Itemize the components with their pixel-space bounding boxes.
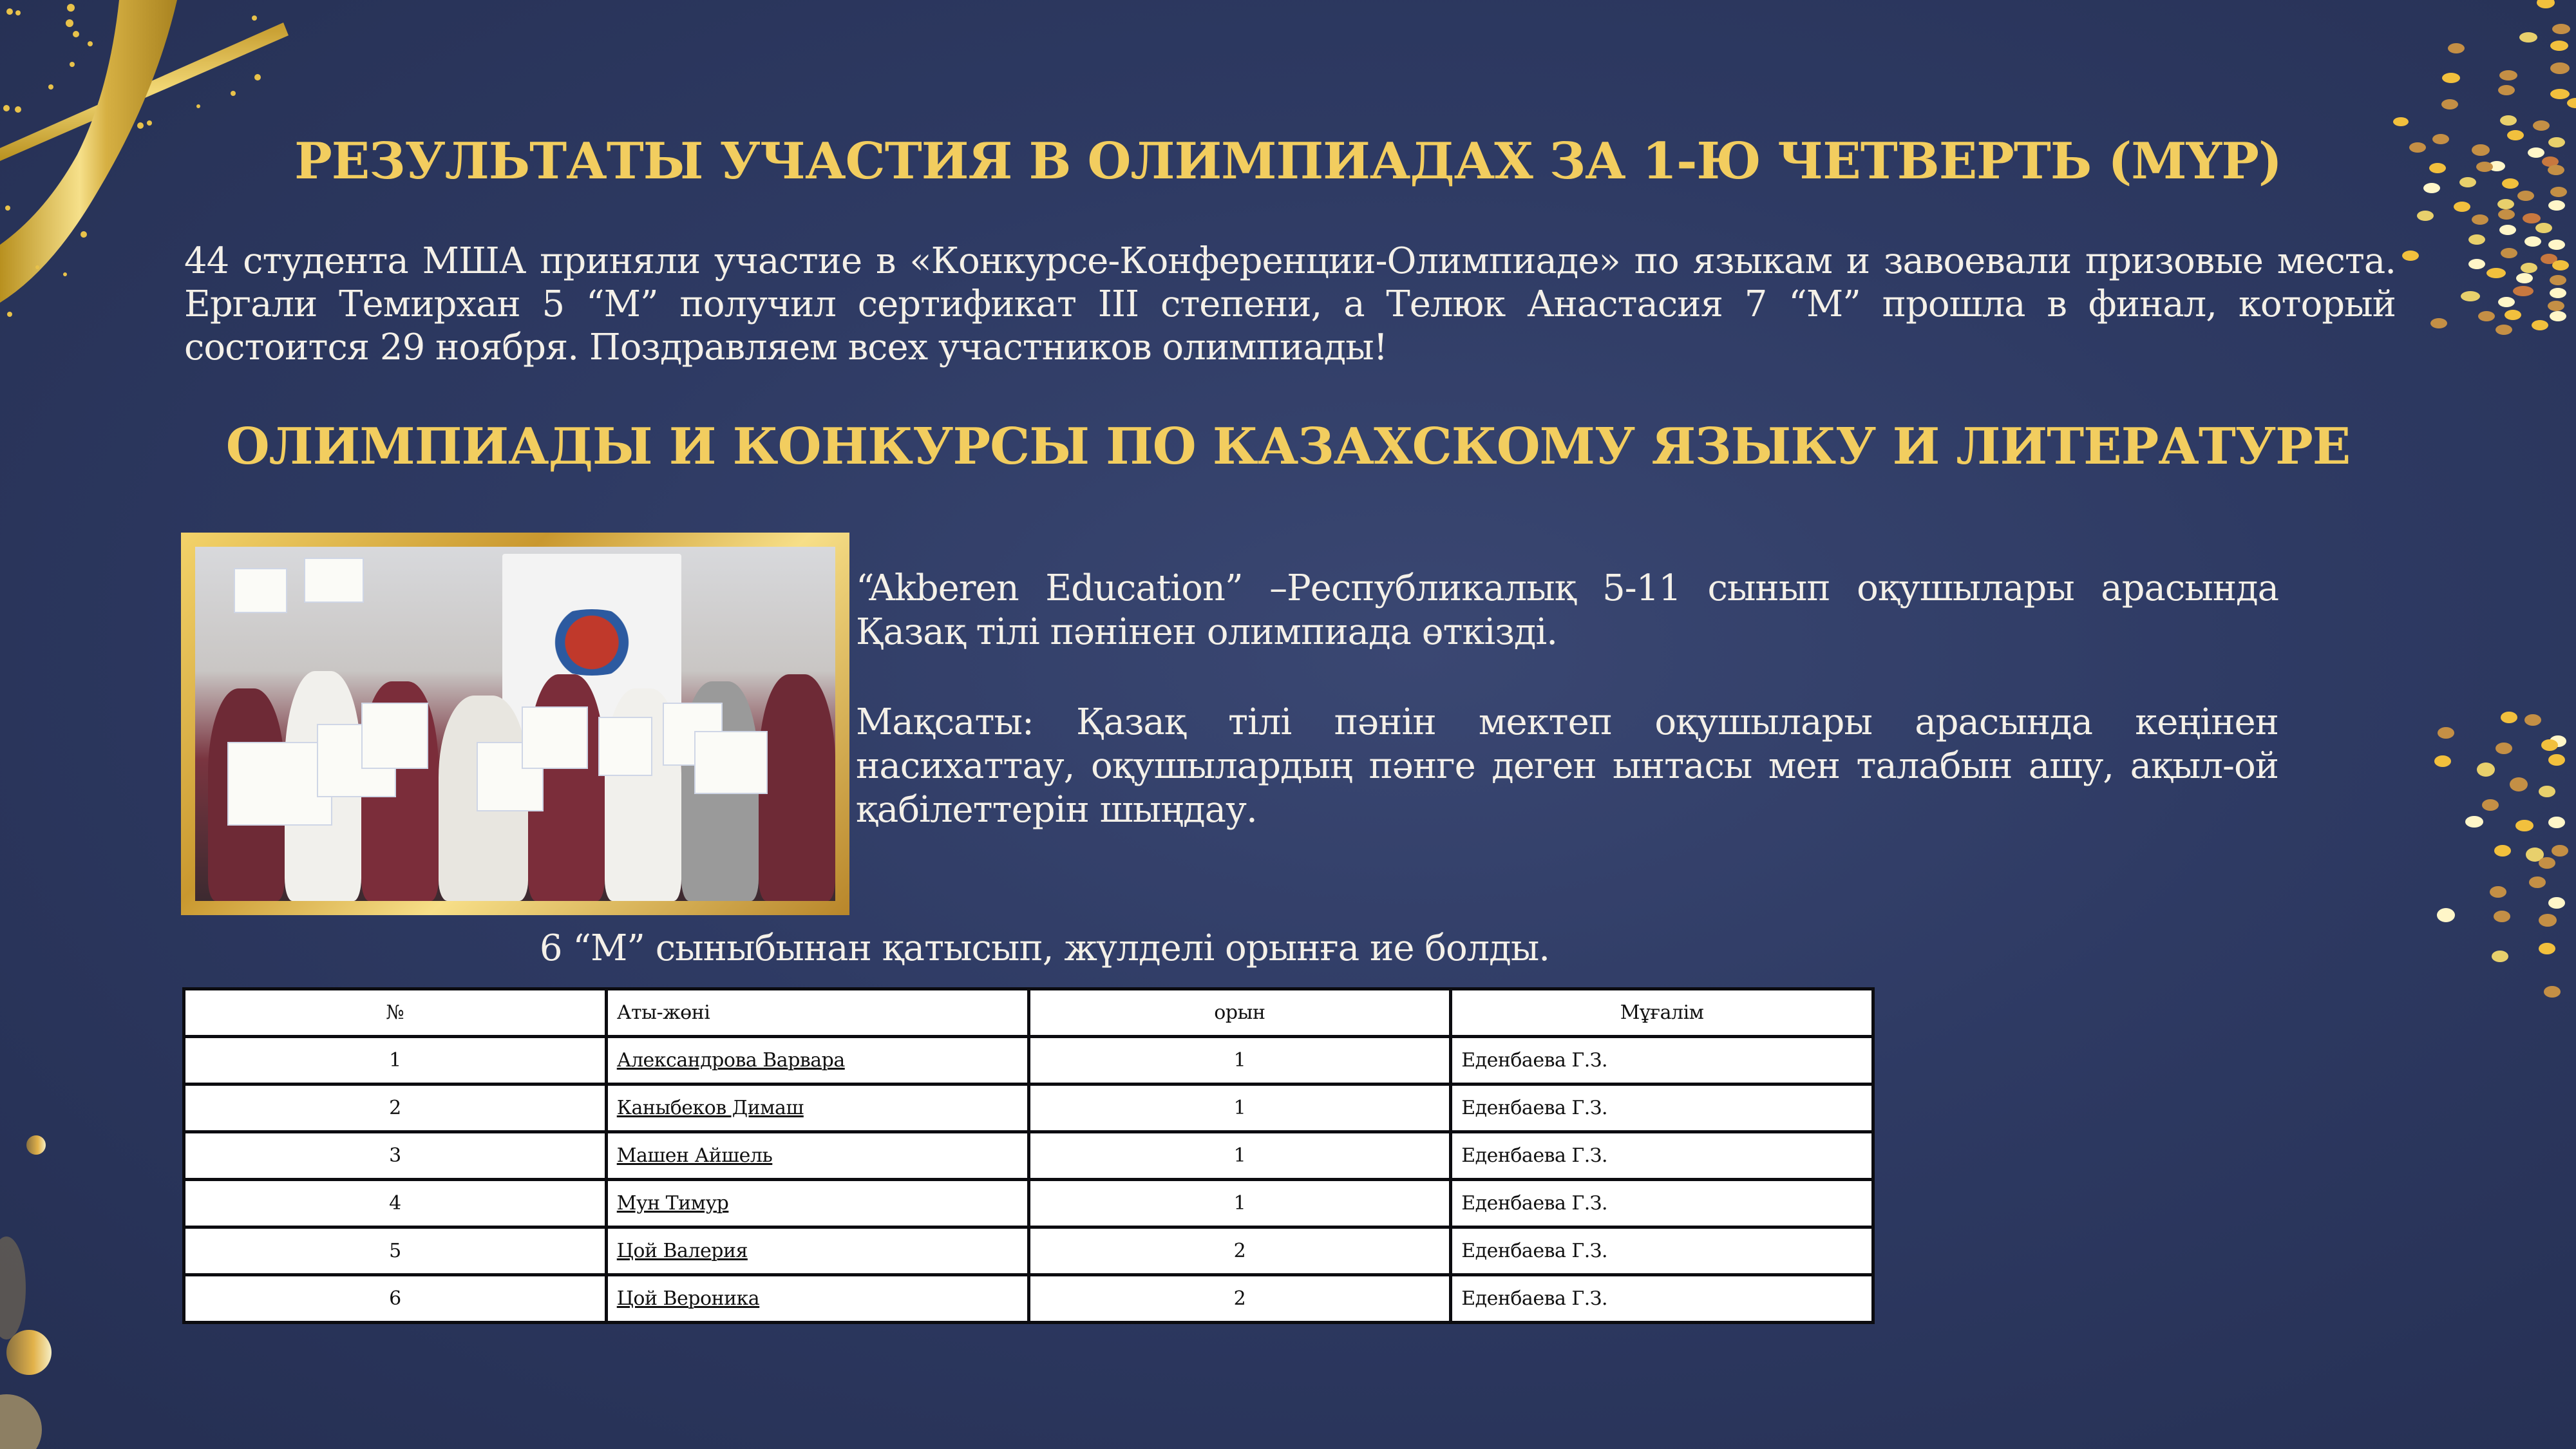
cell-number: 1: [184, 1037, 607, 1084]
table-row: [184, 1037, 1873, 1084]
table-row: [184, 1227, 1873, 1275]
header-teacher: Мұғалім: [1451, 989, 1873, 1037]
cell-teacher: Еденбаева Г.З.: [1451, 1084, 1873, 1132]
cell-number: 6: [184, 1275, 607, 1323]
cell-number: 2: [184, 1084, 607, 1132]
header-place: орын: [1028, 989, 1451, 1037]
photo-frame: [181, 533, 849, 915]
cell-name[interactable]: [606, 1227, 1028, 1275]
certificate-icon: [694, 731, 767, 794]
cell-name[interactable]: [606, 1037, 1028, 1084]
certificate-icon: [598, 717, 652, 776]
table-header-row: [184, 989, 1873, 1037]
student-name-link[interactable]: Каныбеков Димаш: [616, 1097, 804, 1119]
certificate-icon: [304, 558, 364, 603]
certificate-icon: [522, 706, 588, 770]
cell-place: 2: [1028, 1275, 1451, 1323]
cell-teacher: Еденбаева Г.З.: [1451, 1275, 1873, 1323]
student-figure: [759, 674, 835, 901]
student-name-link[interactable]: Машен Айшель: [616, 1144, 773, 1167]
header-number: №: [184, 989, 607, 1037]
cell-number: 4: [184, 1180, 607, 1227]
cell-place: 1: [1028, 1180, 1451, 1227]
cell-teacher: Еденбаева Г.З.: [1451, 1180, 1873, 1227]
student-name-link[interactable]: Александрова Варвара: [616, 1049, 845, 1072]
section-title: ОЛИМПИАДЫ И КОНКУРСЫ ПО КАЗАХСКОМУ ЯЗЫКУ И ЛИТЕРАТУРЕ: [225, 417, 2351, 476]
cell-teacher: Еденбаева Г.З.: [1451, 1132, 1873, 1180]
cell-place: 1: [1028, 1037, 1451, 1084]
bokeh-circles-icon: [0, 1095, 77, 1449]
cell-teacher: Еденбаева Г.З.: [1451, 1037, 1873, 1084]
group-photo-icon: [195, 547, 835, 901]
table-caption: 6 “М” сыныбынан қатысып, жүлделі орынға ие болды.: [539, 927, 1550, 969]
cell-number: 3: [184, 1132, 607, 1180]
kz-paragraph-announcement: “Akberen Education” –Республикалық 5-11 сынып оқушылары арасында Қазақ тілі пәнінен олимпиада өткізді.: [856, 567, 2278, 653]
cell-name[interactable]: [606, 1275, 1028, 1323]
page-title: РЕЗУЛЬТАТЫ УЧАСТИЯ В ОЛИМПИАДАХ ЗА 1-Ю ЧЕТВЕРТЬ (МҮР): [294, 132, 2282, 191]
results-table: [182, 987, 1875, 1324]
certificate-icon: [234, 568, 288, 613]
certificate-icon: [361, 703, 428, 769]
school-logo-icon: [535, 609, 649, 676]
cell-place: 1: [1028, 1132, 1451, 1180]
cell-name[interactable]: [606, 1180, 1028, 1227]
table-row: [184, 1132, 1873, 1180]
student-name-link[interactable]: Мун Тимур: [616, 1192, 729, 1215]
cell-place: 1: [1028, 1084, 1451, 1132]
table-row: [184, 1084, 1873, 1132]
cell-name[interactable]: [606, 1132, 1028, 1180]
intro-paragraph: 44 студента МША приняли участие в «Конкурсе-Конференции-Олимпиаде» по языкам и завоевали призовые места. Ергали Темирхан 5 “М” получил сертификат III степени, а Телюк Анастасия 7 “М” прошла в финал, который состоится 29 ноября. Поздравляем всех участников олимпиады!: [184, 240, 2396, 368]
cell-name[interactable]: [606, 1084, 1028, 1132]
cell-place: 2: [1028, 1227, 1451, 1275]
student-name-link[interactable]: Цой Вероника: [616, 1287, 760, 1310]
header-name: Аты-жөні: [606, 989, 1028, 1037]
table-row: [184, 1275, 1873, 1323]
student-name-link[interactable]: Цой Валерия: [616, 1240, 748, 1262]
kz-paragraph-goal: Мақсаты: Қазақ тілі пәнін мектеп оқушылары арасында кеңінен насихаттау, оқушылардың пәнге деген ынтасы мен талабын ашу, ақыл-ой қабілеттерін шыңдау.: [856, 701, 2278, 831]
cell-teacher: Еденбаева Г.З.: [1451, 1227, 1873, 1275]
cell-number: 5: [184, 1227, 607, 1275]
table-row: [184, 1180, 1873, 1227]
